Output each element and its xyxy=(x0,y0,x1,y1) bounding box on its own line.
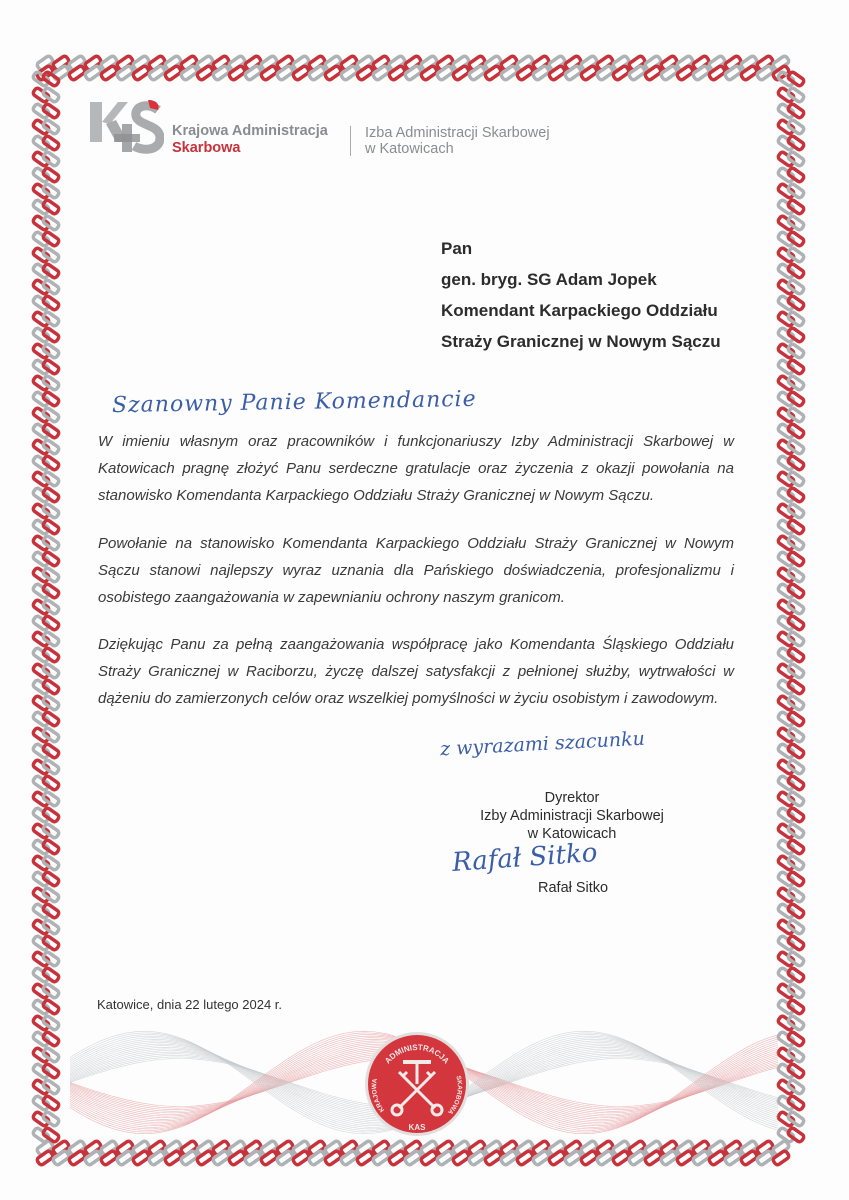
addressee-line: Straży Granicznej w Nowym Sączu xyxy=(441,332,721,351)
signer-title-line: Dyrektor xyxy=(544,790,600,806)
body-paragraph: W imieniu własnym oraz pracowników i funkcjonariuszy Izby Administracji Skarbowej w Katowicach pragnę złożyć Panu serdeczne gratulacje oraz życzenia z okazji powołania na stanowisko Komendanta Karpackiego Oddziału Straży Granicznej w Nowym Sączu. xyxy=(98,433,734,504)
institution-name xyxy=(172,123,328,157)
kas-seal xyxy=(363,1030,471,1138)
institution-name-line2: Skarbowa xyxy=(172,140,241,156)
body-paragraph: Powołanie na stanowisko Komendanta Karpackiego Oddziału Straży Granicznej w Nowym Sączu stanowi najlepszy wyraz uznania dla Pańskiego doświadczenia, profesjonalizmu i osobistego zaangażowania w zapewnianiu ochrony naszym granicom. xyxy=(98,535,734,606)
chamber-name-line2: w Katowicach xyxy=(365,141,454,157)
handwritten-signature: Rafał Sitko xyxy=(451,837,599,879)
body-paragraph: Dziękując Panu za pełną zaangażowania współpracę jako Komendanta Śląskiego Oddziału Straży Granicznej w Raciborzu, życzę dalszej satysfakcji z pełnionej służby, wytrwałości w dążeniu do zamierzonych celów oraz wszelkiej pomyślności w życiu osobistym i zawodowym. xyxy=(98,636,734,707)
header-divider xyxy=(350,126,351,156)
signer-name: Rafał Sitko xyxy=(538,880,609,896)
seal-top-text: ADMINISTRACJA xyxy=(382,1042,452,1066)
chamber-name xyxy=(365,125,550,157)
seal-left-text: KRAJOWA xyxy=(371,1078,387,1114)
addressee-block xyxy=(441,233,721,357)
seal-right-text: SKARBOWA xyxy=(446,1075,463,1116)
signer-title xyxy=(452,789,692,843)
addressee-line: Komendant Karpackiego Oddziału xyxy=(441,301,718,320)
signer-title-line: Izby Administracji Skarbowej xyxy=(480,808,664,824)
place-and-date: Katowice, dnia 22 lutego 2024 r. xyxy=(97,997,283,1012)
addressee-line: Pan xyxy=(441,239,473,258)
addressee-line: gen. bryg. SG Adam Jopek xyxy=(441,270,657,289)
chamber-name-line1: Izba Administracji Skarbowej xyxy=(365,125,550,141)
handwritten-salutation: Szanowny Panie Komendancie xyxy=(111,386,477,419)
kas-logo-icon xyxy=(88,98,164,156)
signer-title-line: w Katowicach xyxy=(527,826,617,842)
seal-bottom-text: KAS xyxy=(408,1123,426,1132)
institution-name-line1: Krajowa Administracja xyxy=(172,123,328,139)
handwritten-closing: z wyrazami szacunku xyxy=(439,727,646,761)
